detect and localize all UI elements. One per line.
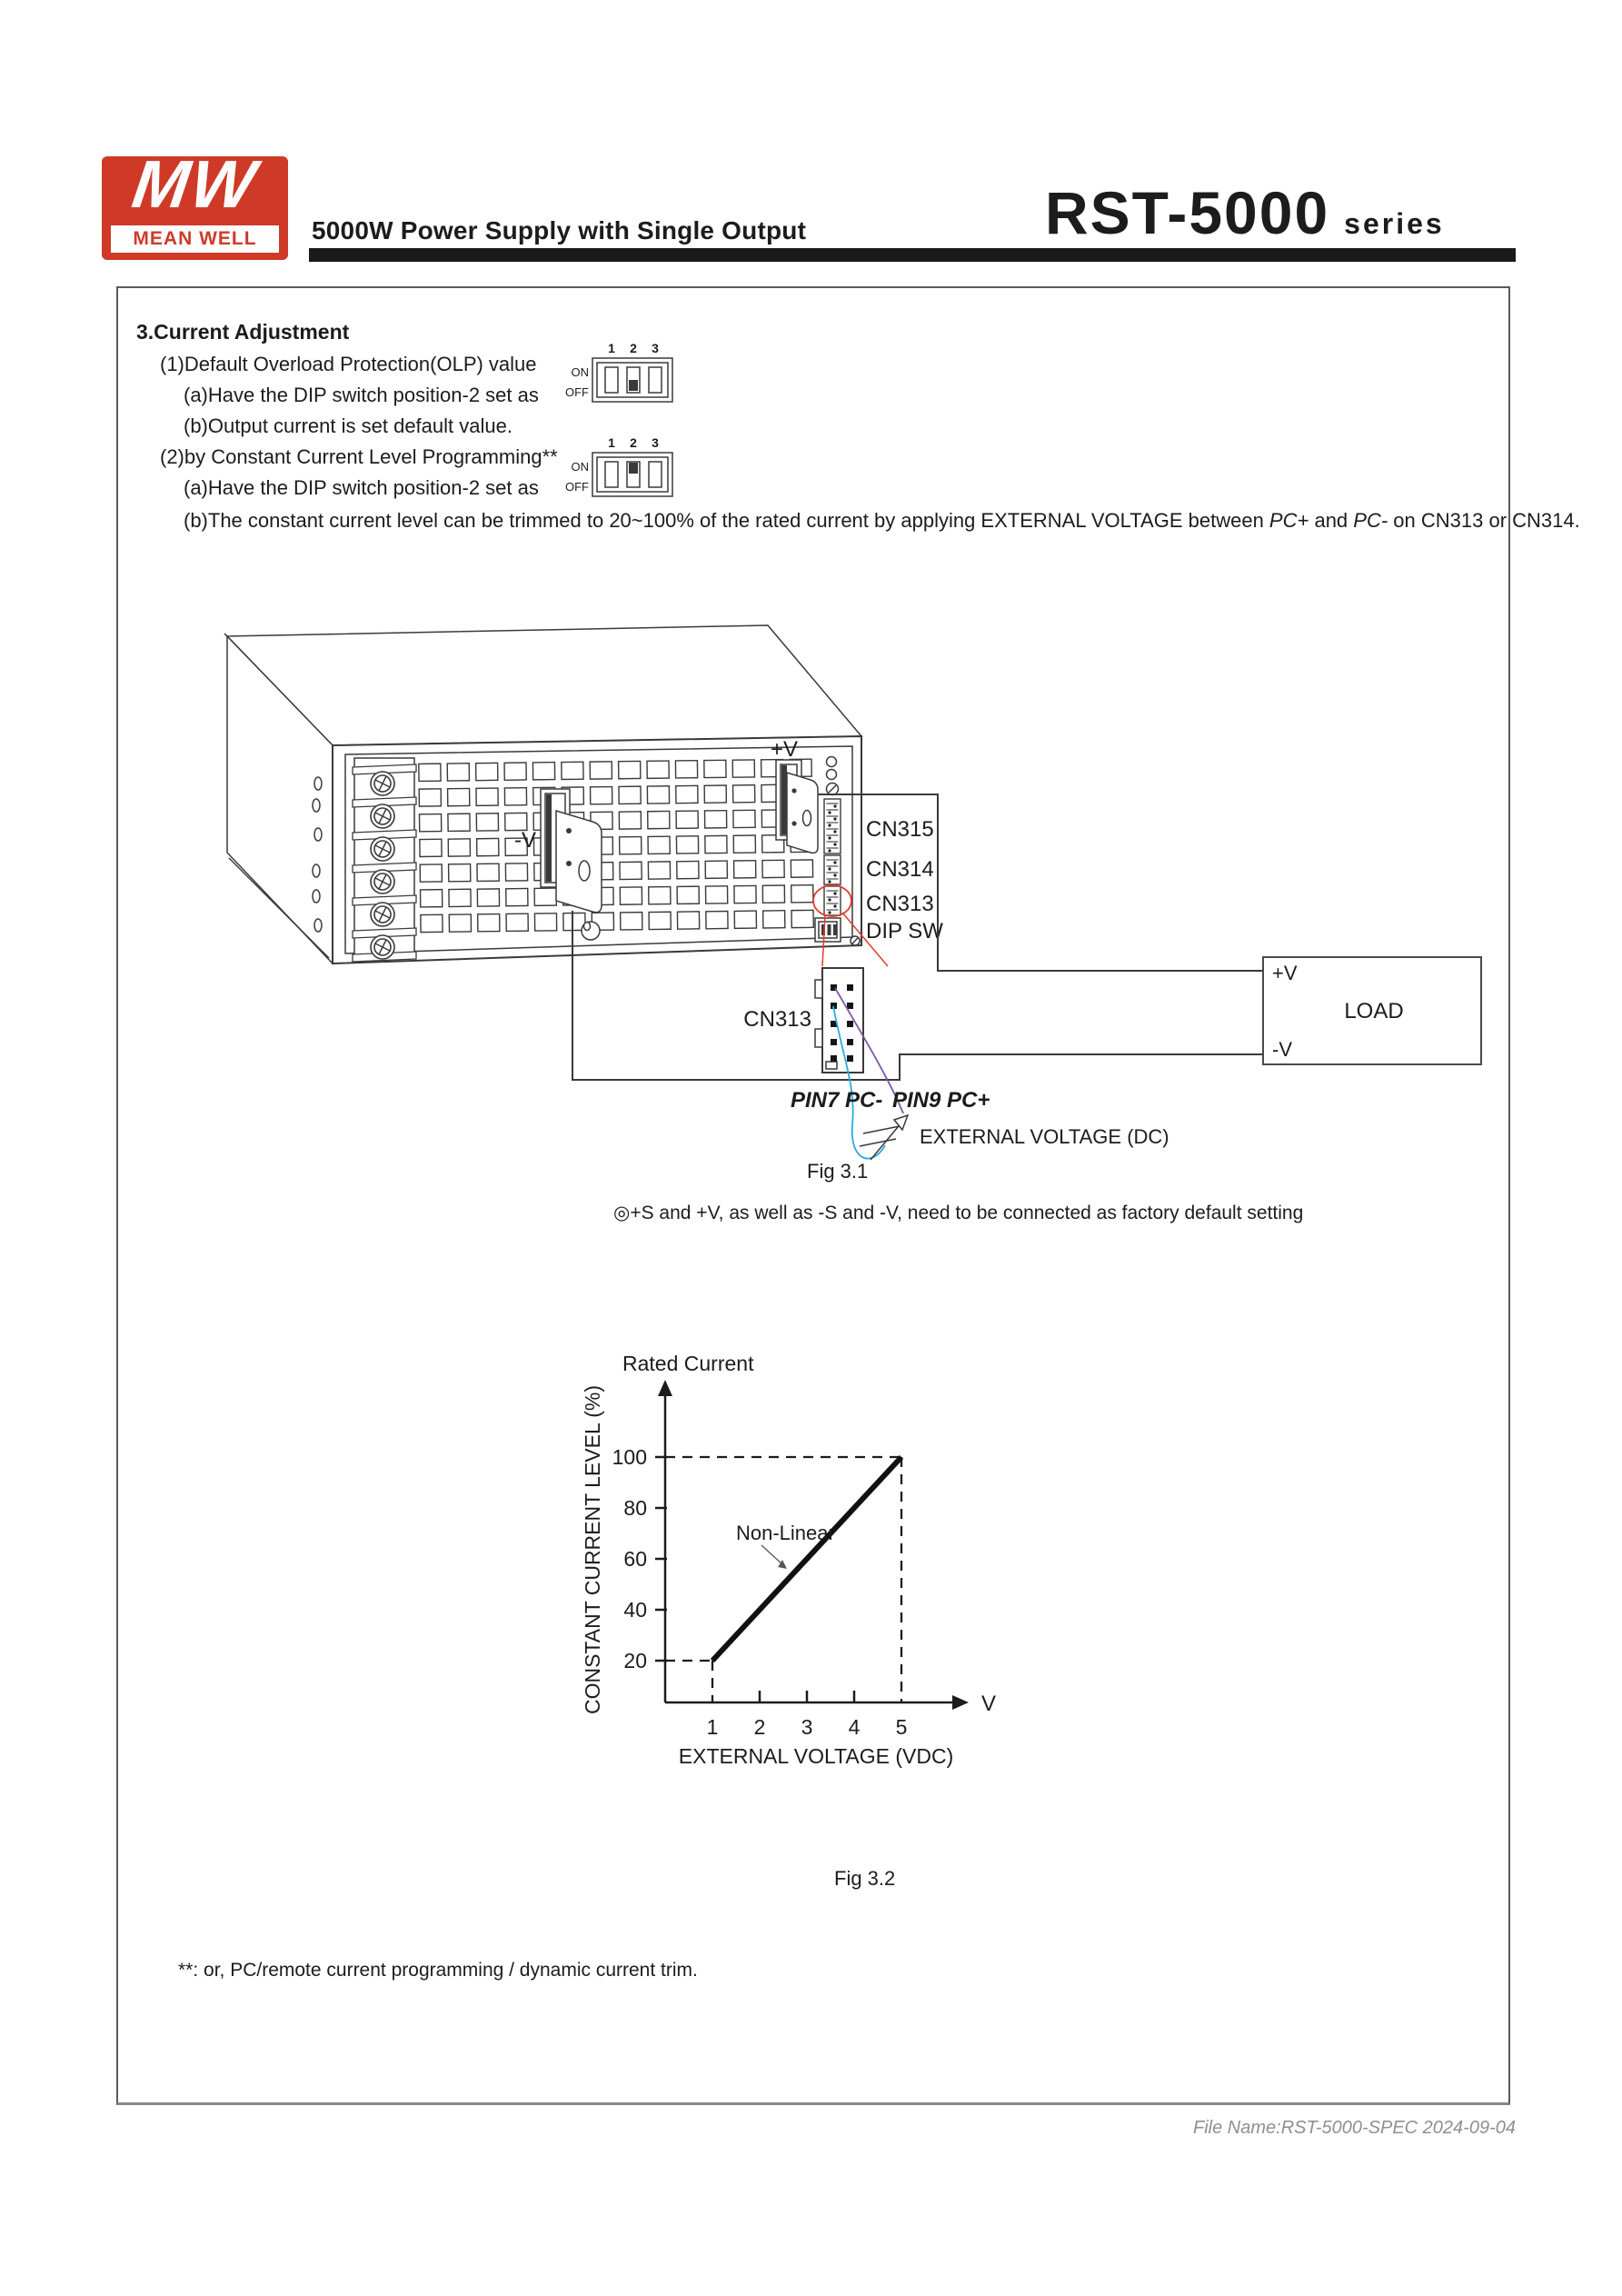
load-box [1263, 957, 1481, 1064]
cn313-connector-enlarged [743, 968, 1169, 1160]
section-heading: 3.Current Adjustment [136, 320, 350, 344]
dip2-off-label: OFF [565, 480, 589, 494]
x-axis-arrow [952, 1695, 969, 1710]
chart-title: Rated Current [622, 1352, 754, 1375]
footnote: **: or, PC/remote current programming / dynamic current trim. [178, 1960, 698, 1981]
cn315-label: CN315 [866, 817, 934, 842]
dip2-on-label: ON [571, 460, 589, 474]
series-suffix: series [1344, 207, 1445, 240]
dip-switch-diagram-olp [565, 341, 672, 402]
load-label: LOAD [1344, 999, 1404, 1023]
y-axis-label: CONSTANT CURRENT LEVEL (%) [581, 1384, 604, 1715]
xtick-3: 3 [801, 1715, 813, 1739]
dip1-pos2-off-slider [629, 380, 638, 391]
ytick-20: 20 [623, 1649, 647, 1672]
item-1: (1)Default Overload Protection(OLP) value [160, 353, 537, 375]
data-line [712, 1457, 901, 1661]
dip2-pos2-on-slider [629, 463, 638, 474]
mean-well-wordmark-text: MEAN WELL [133, 228, 257, 249]
factory-default-note: ◎+S and +V, as well as -S and -V, need to be connected as factory default setting [613, 1203, 1304, 1223]
psu-minus-v-label: -V [514, 828, 536, 853]
psu-plus-v-label: +V [771, 737, 799, 762]
xtick-2: 2 [753, 1715, 766, 1739]
item-2a: (a)Have the DIP switch position-2 set as [184, 476, 539, 499]
item-2b-pc-minus: PC- [1353, 509, 1388, 532]
dip2-pos2-label: 2 [630, 435, 637, 450]
file-name-footer: File Name:RST-5000-SPEC 2024-09-04 [1193, 2118, 1516, 2138]
mw-logo-glyph: MW [127, 146, 263, 222]
external-voltage-source-symbol [860, 1115, 908, 1160]
psu-rear-isometric-drawing [224, 625, 943, 966]
dip-sw-label: DIP SW [866, 919, 943, 943]
product-title: 5000W Power Supply with Single Output [312, 216, 807, 245]
item-2b-post: on CN313 or CN314. [1388, 509, 1580, 532]
dip1-pos3-label: 3 [652, 341, 659, 355]
pin9-pc-plus-label: PIN9 PC+ [892, 1088, 990, 1113]
ytick-40: 40 [623, 1598, 647, 1622]
load-plus-v-label: +V [1272, 962, 1298, 984]
x-axis-unit-label: V [981, 1692, 997, 1716]
xtick-4: 4 [848, 1715, 861, 1739]
item-1b: (b)Output current is set default value. [184, 414, 512, 437]
constant-current-chart [581, 1352, 996, 1890]
non-linear-annotation: Non-Linear [736, 1522, 835, 1544]
y-axis-arrow [658, 1380, 672, 1396]
load-minus-v-label: -V [1272, 1038, 1292, 1061]
item-2b-and: and [1309, 509, 1354, 532]
fig-3-2-caption: Fig 3.2 [834, 1867, 896, 1890]
ytick-100: 100 [612, 1445, 647, 1469]
xtick-5: 5 [895, 1715, 908, 1739]
cn313-enlarged-label: CN313 [743, 1007, 811, 1032]
fig-3-1-caption: Fig 3.1 [807, 1160, 869, 1183]
cn314-label: CN314 [866, 857, 934, 882]
x-axis-label: EXTERNAL VOLTAGE (VDC) [678, 1744, 954, 1768]
dip1-on-label: ON [571, 365, 589, 379]
signal-connector-strip [824, 799, 841, 915]
ytick-60: 60 [623, 1547, 647, 1571]
dip1-pos1-label: 1 [608, 341, 615, 355]
dip1-off-label: OFF [565, 385, 589, 399]
series-name: RST-5000 [1045, 179, 1330, 246]
xtick-1: 1 [706, 1715, 719, 1739]
pin7-pc-minus-label: PIN7 PC- [791, 1088, 883, 1113]
dip2-pos3-label: 3 [652, 435, 659, 450]
external-voltage-label: EXTERNAL VOLTAGE (DC) [920, 1125, 1169, 1148]
item-2: (2)by Constant Current Level Programming** [160, 445, 558, 468]
cn313-label: CN313 [866, 892, 934, 916]
dip-switch-component [815, 918, 841, 942]
annotation-arrow [761, 1545, 783, 1565]
item-2b-pre: (b)The constant current level can be trimmed to 20~100% of the rated current by applying EXTERNAL VOLTAGE between [184, 509, 1269, 532]
dip2-pos1-label: 1 [608, 435, 615, 450]
dip1-pos2-label: 2 [630, 341, 637, 355]
item-1a: (a)Have the DIP switch position-2 set as [184, 384, 539, 406]
item-2b-pc-plus: PC+ [1269, 509, 1309, 532]
dip-switch-diagram-cc-programming [565, 435, 672, 496]
ytick-80: 80 [623, 1496, 647, 1520]
